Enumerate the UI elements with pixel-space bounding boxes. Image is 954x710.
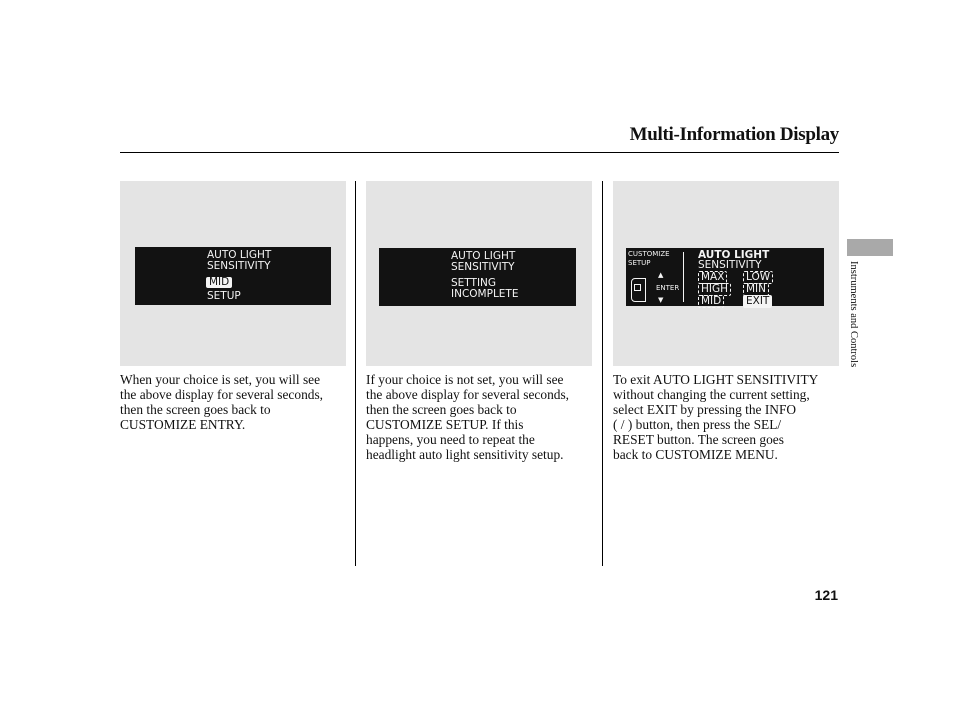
text-line: back to CUSTOMIZE MENU. (613, 447, 778, 462)
option-high: HIGH (698, 283, 731, 296)
column-divider-1 (355, 181, 356, 566)
text-line: then the screen goes back to (120, 402, 271, 417)
selected-option: MID (206, 277, 232, 288)
arrow-down-icon: ▼ (658, 296, 664, 304)
text-line: RESET button. The screen goes (613, 432, 784, 447)
header-rule (120, 152, 839, 153)
paragraph-right (613, 372, 818, 462)
page-number: 121 (814, 587, 838, 603)
display-illustration-middle (366, 181, 592, 366)
enter-label: ENTER (656, 284, 680, 292)
screen-title-1: AUTO LIGHT (698, 249, 770, 261)
section-label: Instruments and Controls (848, 261, 859, 368)
column-divider-2 (602, 181, 603, 566)
option-mid: MID (698, 295, 724, 308)
display-illustration-left (120, 181, 346, 366)
screen-line-3: SETTING (451, 277, 497, 289)
text-line: ( / ) button, then press the SEL/ (613, 417, 782, 432)
option-min: MIN (743, 283, 769, 296)
setup-label: SETUP (628, 259, 651, 267)
customize-label: CUSTOMIZE (628, 250, 670, 258)
display-illustration-right (613, 181, 839, 366)
text-line: the above display for several seconds, (366, 387, 570, 402)
screen-line-2: SENSITIVITY (451, 261, 515, 273)
screen-line-1: AUTO LIGHT (451, 250, 516, 262)
text-line: CUSTOMIZE ENTRY. (120, 417, 246, 432)
screen-line-4: INCOMPLETE (451, 288, 519, 300)
screen-divider (683, 252, 684, 302)
text-line: To exit AUTO LIGHT SENSITIVITY (613, 372, 819, 387)
display-screen-middle (379, 248, 576, 306)
display-screen-right (626, 248, 824, 306)
display-screen-left (135, 247, 331, 305)
text-line: If your choice is not set, you will see (366, 372, 564, 387)
screen-line-2: SENSITIVITY (207, 260, 271, 272)
page-title: Multi-Information Display (629, 124, 839, 145)
option-exit: EXIT (743, 295, 772, 308)
text-line: the above display for several seconds, (120, 387, 324, 402)
screen-line-4: SETUP (207, 290, 241, 302)
screen-title-2: SENSITIVITY (698, 259, 762, 271)
text-line: select EXIT by pressing the INFO (613, 402, 797, 417)
info-square-icon (634, 284, 641, 291)
paragraph-middle (366, 372, 569, 462)
text-line: When your choice is set, you will see (120, 372, 321, 387)
text-line: without changing the current setting, (613, 387, 810, 402)
option-low: LOW (743, 271, 773, 284)
paragraph-left (120, 372, 323, 432)
text-line: then the screen goes back to (366, 402, 517, 417)
text-line: headlight auto light sensitivity setup. (366, 447, 564, 462)
option-max: MAX (698, 271, 727, 284)
text-line: happens, you need to repeat the (366, 432, 535, 447)
section-tab (847, 239, 893, 256)
screen-line-1: AUTO LIGHT (207, 249, 272, 261)
text-line: CUSTOMIZE SETUP. If this (366, 417, 524, 432)
arrow-up-icon: ▲ (658, 271, 664, 279)
